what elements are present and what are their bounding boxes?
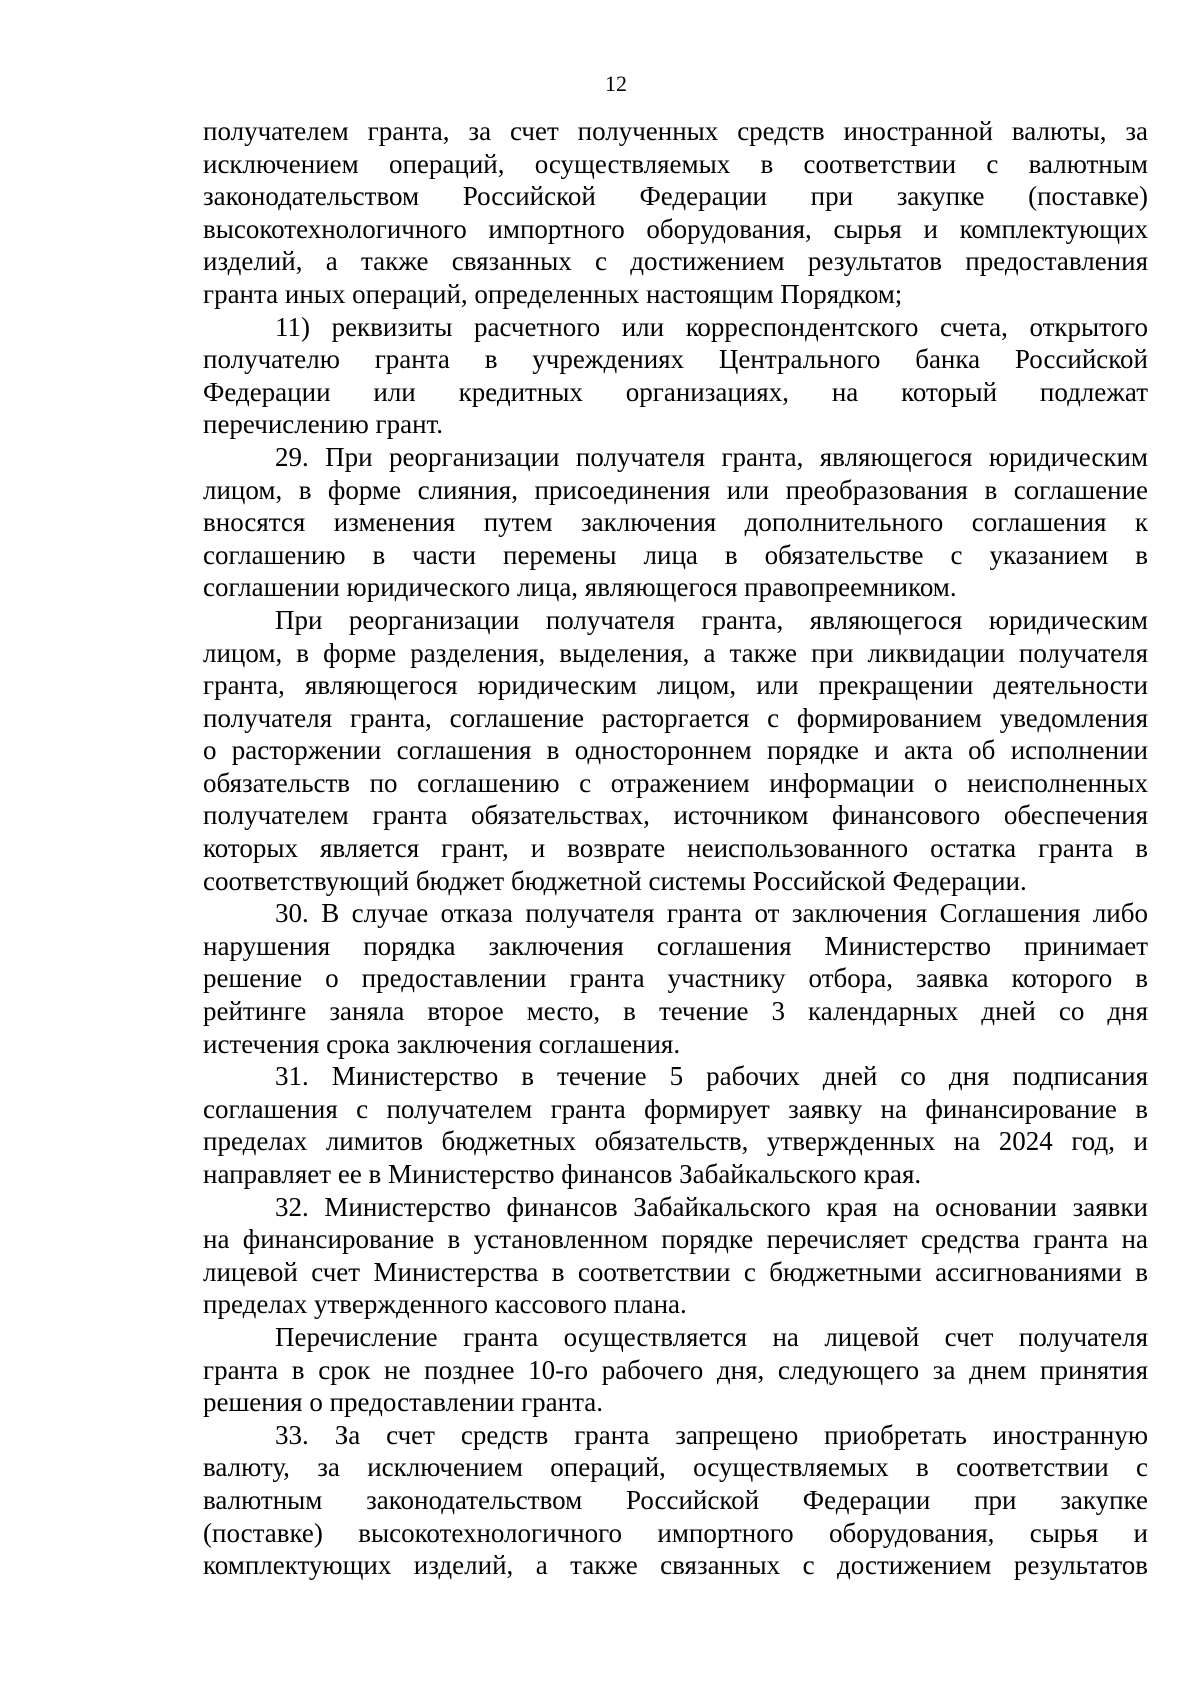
text-line: Перечисление гранта осуществляется на лицевой счет получателя (275, 1321, 1148, 1352)
text-line: 30. В случае отказа получателя гранта от заключения Соглашения либо (275, 898, 1148, 929)
text-line: соответствующий бюджет бюджетной системы Российской Федерации. (203, 865, 1027, 896)
text-line: рейтинге заняла второе место, в течение 3 календарных дней со дня (203, 996, 1148, 1027)
text-line: изделий, а также связанных с достижением результатов предоставления (203, 246, 1148, 277)
text-line: которых является грант, и возврате неиспользованного остатка гранта в (203, 833, 1148, 864)
paragraph (203, 1419, 1148, 1582)
text-line: перечислению грант. (203, 409, 444, 440)
text-line: направляет ее в Министерство финансов Забайкальского края. (203, 1159, 922, 1189)
text-line: решение о предоставлении гранта участнику отбора, заявка которого в (203, 963, 1148, 994)
text-line: законодательством Российской Федерации при закупке (поставке) (203, 181, 1148, 212)
text-line: 33. За счет средств гранта запрещено приобретать иностранную (275, 1419, 1148, 1450)
text-line: 29. При реорганизации получателя гранта, являющегося юридическим (275, 441, 1148, 472)
text-line: высокотехнологичного импортного оборудования, сырья и комплектующих (203, 213, 1148, 244)
text-line: При реорганизации получателя гранта, являющегося юридическим (275, 604, 1148, 635)
text-line: нарушения порядка заключения соглашения Министерство принимает (203, 930, 1148, 961)
text-line: получателем гранта, за счет полученных средств иностранной валюты, за (203, 116, 1148, 146)
paragraph (203, 897, 1148, 1060)
text-line: пределах лимитов бюджетных обязательств, утвержденных на 2024 год, и (203, 1126, 1148, 1157)
text-line: 32. Министерство финансов Забайкальского края на основании заявки (275, 1191, 1148, 1222)
text-line: 31. Министерство в течение 5 рабочих дней со дня подписания (275, 1061, 1148, 1092)
text-line: на финансирование в установленном порядке перечисляет средства гранта на (203, 1224, 1148, 1255)
text-line: решения о предоставлении гранта. (203, 1387, 603, 1418)
paragraph (203, 115, 1148, 311)
paragraph (203, 1321, 1148, 1419)
paragraph (203, 1060, 1148, 1190)
text-line: получателю гранта в учреждениях Центрального банка Российской (203, 344, 1148, 375)
text-line: лицом, в форме разделения, выделения, а также при ликвидации получателя (203, 637, 1148, 668)
text-line: соглашению в части перемены лица в обязательстве с указанием в (203, 539, 1148, 570)
text-line: (поставке) высокотехнологичного импортного оборудования, сырья и (203, 1517, 1148, 1548)
text-line: гранта в срок не позднее 10-го рабочего дня, следующего за днем принятия (203, 1354, 1148, 1385)
text-line: валюту, за исключением операций, осуществляемых в соответствии с (203, 1452, 1148, 1483)
paragraph (203, 441, 1148, 604)
text-line: лицом, в форме слияния, присоединения или преобразования в соглашение (203, 474, 1148, 505)
text-line: получателя гранта, соглашение расторгается с формированием уведомления (203, 702, 1148, 733)
text-line: соглашения с получателем гранта формирует заявку на финансирование в (203, 1093, 1148, 1124)
text-line: вносятся изменения путем заключения дополнительного соглашения к (203, 507, 1148, 538)
text-line: пределах утвержденного кассового плана. (203, 1289, 687, 1320)
text-line: гранта иных операций, определенных настоящим Порядком; (203, 278, 903, 309)
text-line: комплектующих изделий, а также связанных с достижением результатов (203, 1550, 1148, 1581)
text-line: соглашении юридического лица, являющегося правопреемником. (203, 572, 957, 603)
paragraph (203, 604, 1148, 897)
page-number: 12 (605, 71, 627, 96)
text-line: валютным законодательством Российской Федерации при закупке (203, 1484, 1148, 1515)
paragraph (203, 1191, 1148, 1321)
paragraph (203, 311, 1148, 441)
text-line: получателем гранта обязательствах, источником финансового обеспечения (203, 800, 1148, 831)
text-line: о расторжении соглашения в одностороннем порядке и акта об исполнении (203, 735, 1148, 766)
text-line: истечения срока заключения соглашения. (203, 1028, 681, 1059)
text-line: 11) реквизиты расчетного или корреспондентского счета, открытого (275, 311, 1148, 342)
text-line: обязательств по соглашению с отражением информации о неисполненных (203, 767, 1148, 798)
document-body (203, 115, 1148, 1582)
text-line: Федерации или кредитных организациях, на который подлежат (203, 376, 1148, 407)
text-line: исключением операций, осуществляемых в соответствии с валютным (203, 148, 1148, 179)
text-line: лицевой счет Министерства в соответствии с бюджетными ассигнованиями в (203, 1256, 1148, 1287)
text-line: гранта, являющегося юридическим лицом, или прекращении деятельности (203, 670, 1148, 701)
